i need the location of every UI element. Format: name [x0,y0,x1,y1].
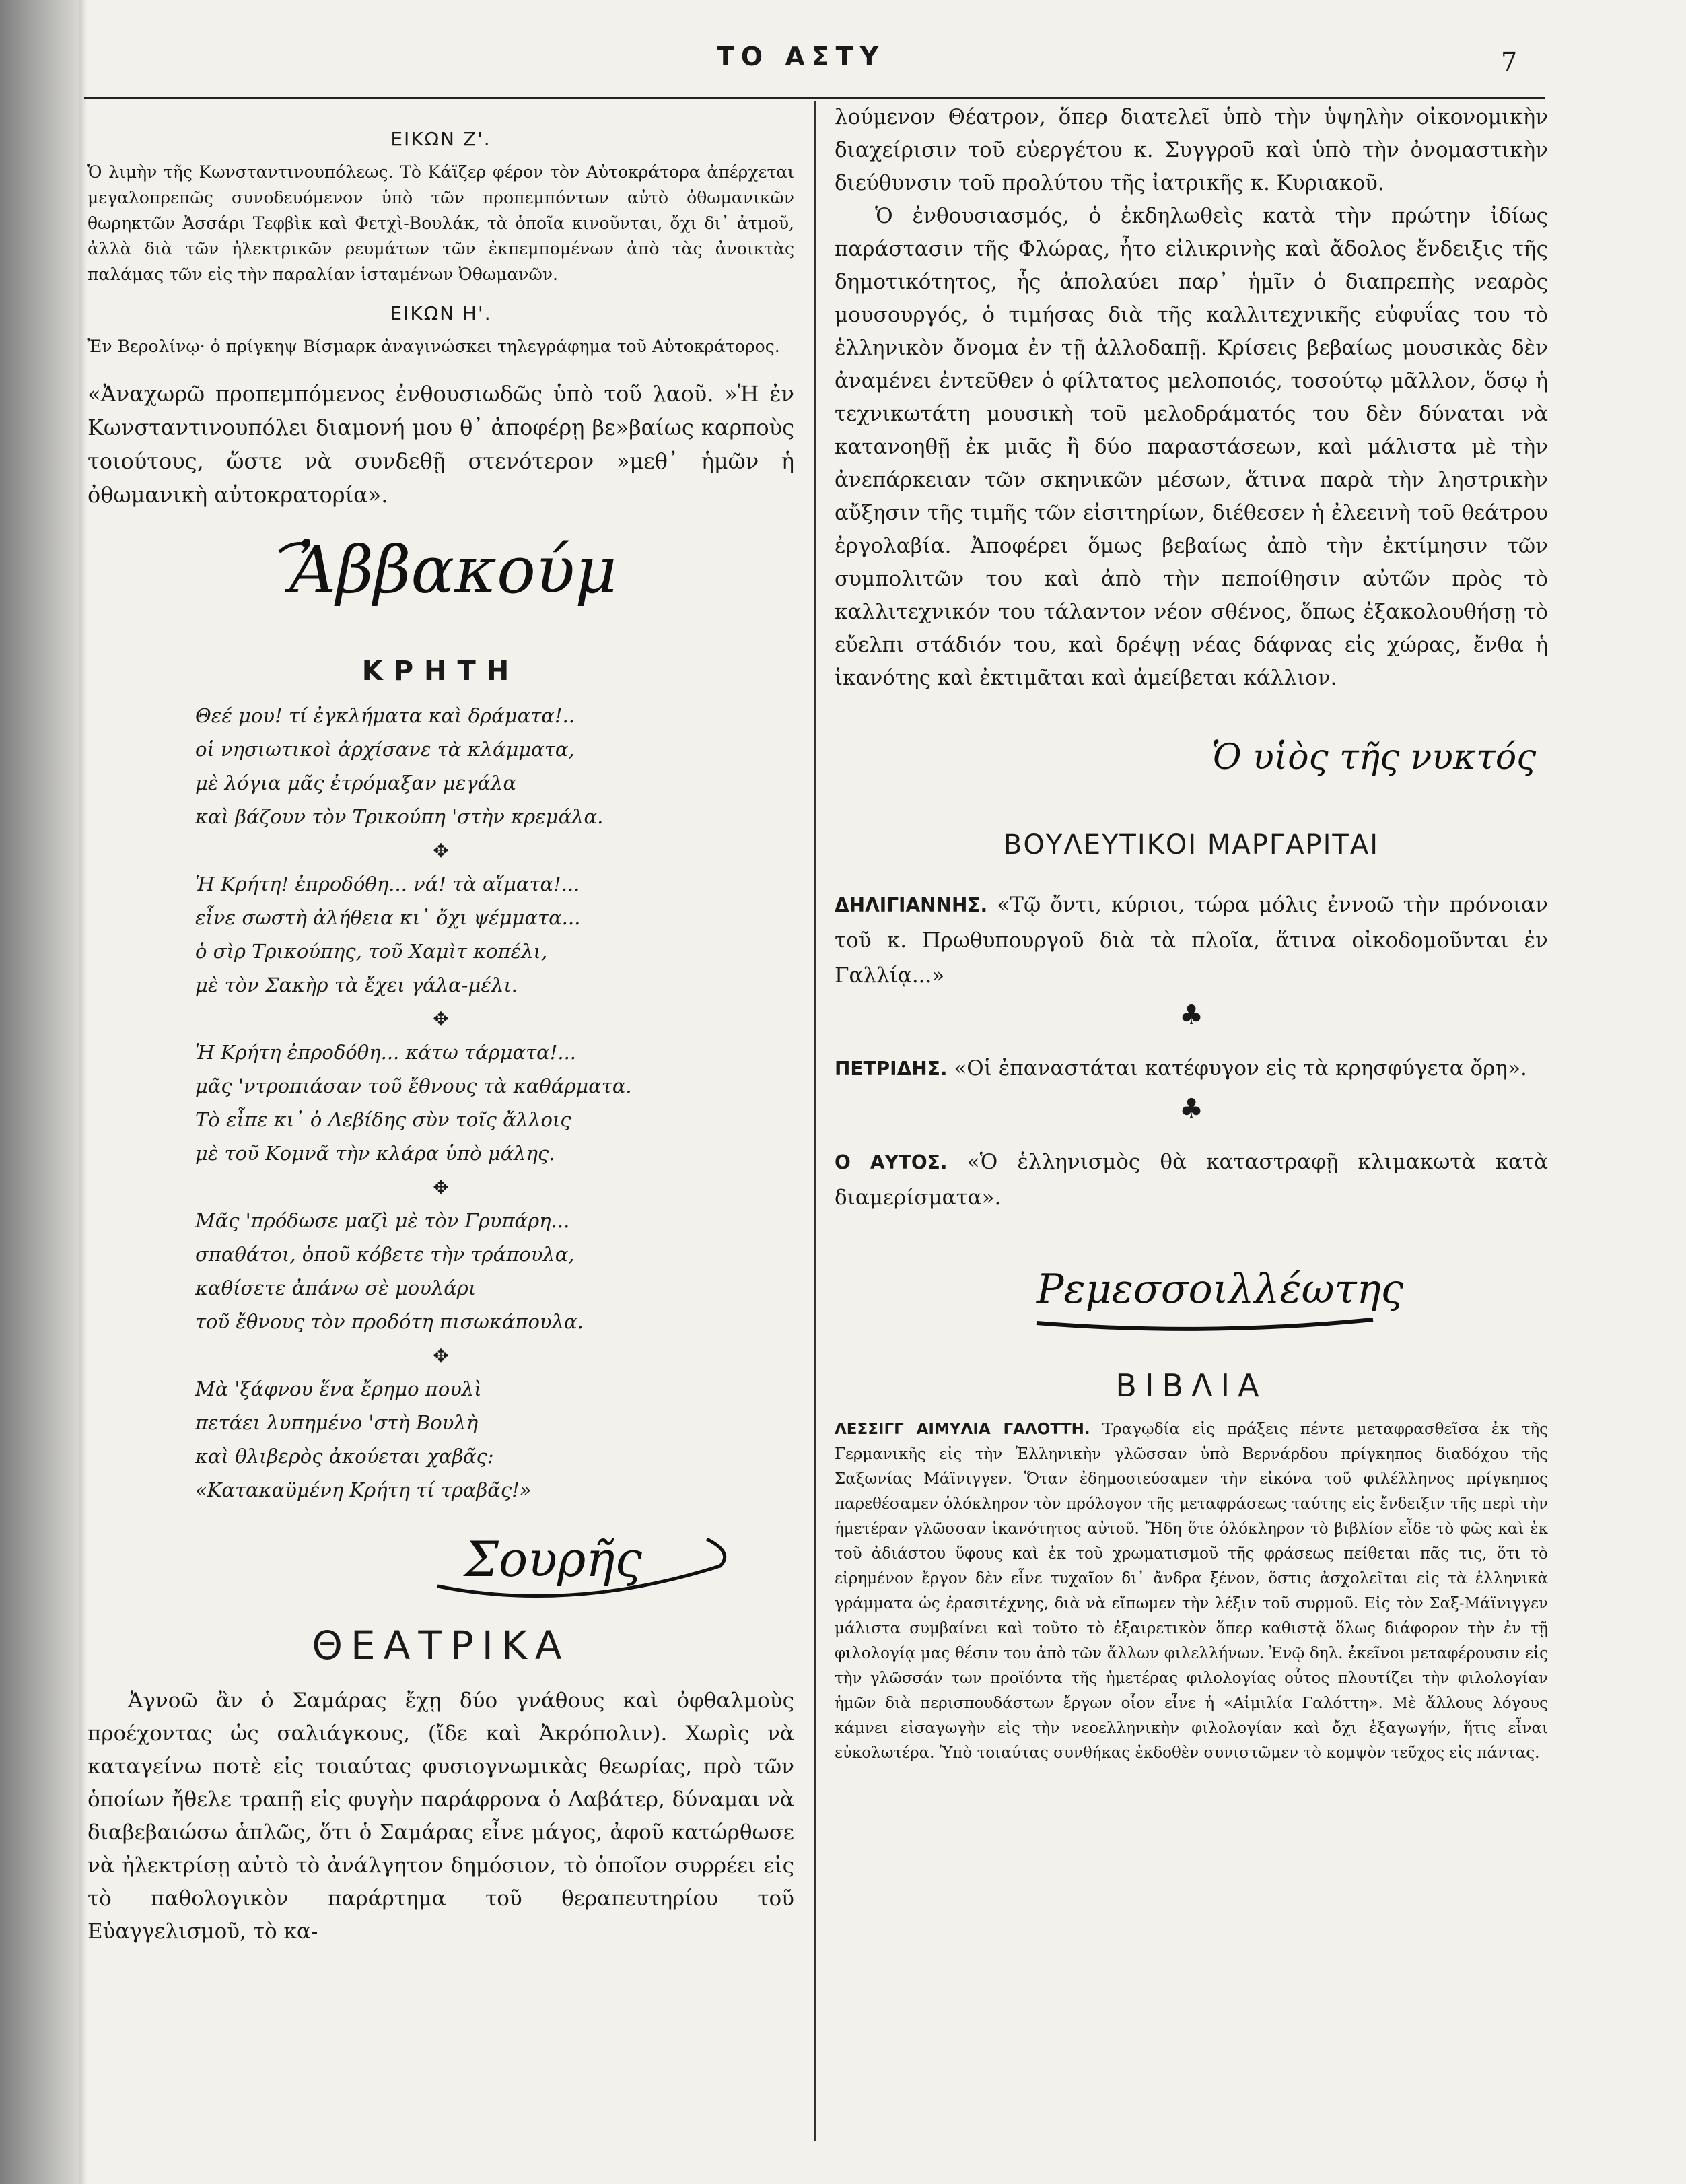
stanza-line: ὁ σὶρ Τρικούπης, τοῦ Χαμὶτ κοπέλι, [195,940,548,963]
signature-3 [835,695,1548,809]
stanza-line: καὶ θλιβερὸς ἀκούεται χαβᾶς: [195,1445,494,1468]
running-head: ΤΟ ΑΣΤΥ [716,42,886,71]
page-edge [79,0,87,2184]
eikon-h-text: Ἐν Βερολίνῳ· ὁ πρίγκηψ Βίσμαρκ ἀναγινώσκει τηλεγράφημα τοῦ Αὐτοκράτορος. [87,337,780,356]
theatrika-text: Ἀγνοῶ ἂν ὁ Σαμάρας ἔχῃ δύο γνάθους καὶ ὀφθαλμοὺς προέχοντας ὡς σαλιάγκους, (ἴδε καὶ Ἀκρόπολιν). Χωρὶς νὰ καταγείνω ποτὲ εἰς τοιαύτας φυσιογνωμικὰς θεωρίας, πρὸ τῶν ὁποίων ἤθελε τραπῇ εἰς φυγὴν παράφρονα ὁ Λαβάτερ, δύναμαι νὰ διαβεβαιώσω ἁπλῶς, ὅτι ὁ Σαμάρας εἶνε μάγος, ἀφοῦ κατώρθωσε νὰ ἠλεκτρίσῃ αὐτὸ τὸ ἀνάλγητον δημόσιον, τὸ ὁποῖον συρρέει εἰς τὸ παθολογικὸν παράρτημα τοῦ θεραπευτηρίου τοῦ Εὐαγγελισμοῦ, τὸ κα- [87,1688,794,1944]
stanza-line: τοῦ ἔθνους τὸν προδότη πισωκάπουλα. [195,1310,584,1333]
eikon-h-quote: «Ἀναχωρῶ προπεμπόμενος ἐνθουσιωδῶς ὑπὸ τοῦ λαοῦ. »Ἡ ἐν Κωνσταντινουπόλει διαμονή μου θ᾽ ἀποφέρῃ βε»βαίως καρποὺς τοιούτους, ὥστε νὰ συνδεθῇ στενότερον »μεθ᾽ ἡμῶν ἡ ὀθωμανικὴ αὐτοκρατορία». [87,381,794,508]
left-column [87,128,794,1948]
book-heading: ΛΕΣΣΙΓΓ ΑΙΜΥΛΙΑ ΓΑΛΟΤΤΗ. [835,1421,1090,1438]
club-ornament-icon: ♣ [1179,1093,1203,1124]
eikon-z-label: ΕΙΚΩΝ Ζ'. [390,128,491,150]
signature-2-wrap [87,1512,794,1613]
stanza-line: μᾶς 'ντροπιάσαν τοῦ ἔθνους τὰ καθάρματα. [195,1074,632,1097]
stanza-line: Ἡ Κρήτη! ἐπροδόθη... νά! τὰ αἵματα!... [195,873,580,895]
stanza-line: μὲ λόγια μᾶς ἐτρόμαξαν μεγάλα [195,772,517,794]
signature-4-underline [1037,1320,1373,1329]
speaker-name: Ο ΑΥΤΟΣ. [835,1151,948,1173]
ornament-icon: ✥ [433,840,449,862]
stanza-line: Μὰ 'ξάφνου ἕνα ἔρημο πουλὶ [195,1377,482,1400]
signature-4-text: Ρεμεσσοιλλέωτης [1037,1266,1404,1313]
stanza-line: μὲ τοῦ Κομνᾶ τὴν κλάρα ὑπὸ μάλης. [195,1142,555,1165]
stanza-line: Τὸ εἶπε κι᾽ ὁ Λεβίδης σὺν τοῖς ἄλλοις [195,1108,571,1131]
eikon-h-label: ΕΙΚΩΝ Η'. [390,302,492,325]
parliament-title: ΒΟΥΛΕΥΤΙΚΟΙ ΜΑΡΓΑΡΙΤΑΙ [1003,829,1380,860]
stanza-5 [195,1372,794,1507]
signature-1-text: Ἀββακούμ [289,533,617,608]
signature-4 [835,1222,1548,1357]
books-title: ΒΙΒΛΙΑ [1115,1367,1267,1404]
theatrika-continued-1: λούμενον Θέατρον, ὅπερ διατελεῖ ὑπὸ τὴν ὑψηλὴν οἰκονομικὴν διαχείρισιν τοῦ εὐεργέτου κ. Συγγροῦ καὶ ὑπὸ τὴν ὀνομαστικὴν διεύθυνσιν τοῦ προλύτου τῆς ἰατρικῆς κ. Κυριακοῦ. [835,105,1548,195]
speaker-quote: «Ὁ ἑλληνισμὸς θὰ καταστραφῇ κλιμακωτὰ κατὰ διαμερίσματα». [835,1150,1548,1210]
parliament-item [835,1051,1548,1087]
book-review [835,1417,1548,1766]
stanza-line: Θεέ μου! τί ἐγκλήματα καὶ δράματα!.. [195,704,575,727]
right-column [835,101,1548,1766]
ornament-icon: ✥ [433,1008,449,1030]
signature-4-wrap [835,1222,1548,1357]
stanza-line: Μᾶς 'πρόδωσε μαζὶ μὲ τὸν Γρυπάρη... [195,1209,570,1232]
crete-title: ΚΡΗΤΗ [361,656,520,687]
speaker-quote: «Τῷ ὄντι, κύριοι, τώρα μόλις ἐννοῶ τὴν πρόνοιαν τοῦ κ. Πρωθυπουργοῦ διὰ τὰ πλοῖα, ἅτινα οἰκοδομοῦνται ἐν Γαλλίᾳ...» [835,893,1548,988]
stanza-line: καὶ βάζουν τὸν Τρικούπη 'στὴν κρεμάλα. [195,805,604,828]
signature-2 [87,1512,794,1613]
ornament-icon: ✥ [433,1176,449,1198]
book-review-text: Τραγῳδία εἰς πράξεις πέντε μεταφρασθεῖσα ἐκ τῆς Γερμανικῆς εἰς τὴν Ἑλληνικὴν γλῶσσαν ὑπὸ Βερνάρδου πρίγκηπος διαδόχου τῆς Σαξωνίας Μάϊνιγγεν. Ὅταν ἐδημοσιεύσαμεν τὴν εἰκόνα τοῦ φιλέλληνος πρίγκηπος παρεθέσαμεν ὁλόκληρον τὸν πρόλογον τῆς μεταφράσεως ταύτης εἰς ἔνδειξιν τῆς περὶ τὴν ἡμετέραν γλῶσσαν ἱκανότητος αὐτοῦ. Ἤδη ὅτε ὁλόκληρον τὸ βιβλίον εἶδε τὸ φῶς καὶ ἐκ τοῦ ἀδιάστου ὕφους καὶ ἐκ τοῦ χρωματισμοῦ τῆς φράσεως πείθεται πᾶς τις, ὅτι τὸ εἰρημένον ἔργον δὲν εἶνε τυχαῖον δι᾽ ἄνδρα ξένον, ὅστις ἀσχολεῖται εἰς τὰ ἑλληνικὰ γράμματα ὡς ἐρασιτέχνης, διὰ νὰ εἴπωμεν τὴν λέξιν τοῦ συρμοῦ. Εἰς τὸν Σαξ-Μάϊνιγγεν μάλιστα συμβαίνει καὶ τοῦτο τὸ ἐξαιρετικὸν ὅπερ καθιστᾷ ὅλως διάφορον τὴν ἐν τῇ φιλολογίᾳ μας θέσιν του ἀπὸ τῶν ἄλλων φιλελλήνων. Ἐνῷ δηλ. ἐκεῖνοι μεταφέρουσιν εἰς τὴν γλῶσσάν των προϊόντα τῆς ἡμετέρας φιλολογίας οὗτος πλουτίζει τὴν φιλολογίαν ἡμῶν διὰ περισπουδάστων ἔργων οἷον εἶνε ἡ «Αἰμιλία Γαλόττη». Μὲ ἄλλους λόγους κάμνει εἰσαγωγὴν εἰς τὴν νεοελληνικὴν φιλολογίαν καὶ ὄχι ἐξαγωγήν, ἥτις εἶναι εὐκολωτέρα. Ὑπὸ τοιαύτας συνθήκας ἐκδοθὲν συνιστῶμεν τὸ κομψὸν τεῦχος εἰς πάντας. [835,1421,1549,1762]
theatrika-continued-2: Ὁ ἐνθουσιασμός, ὁ ἐκδηλωθεὶς κατὰ τὴν πρώτην ἰδίως παράστασιν τῆς Φλώρας, ἦτο εἰλικρινὴς καὶ ἄδολος ἔνδειξις τῆς δημοτικότητος, ἧς ἀπολαύει παρ᾽ ἡμῖν ὁ διαπρεπὴς νεαρὸς μουσουργός, ὁ τιμήσας διὰ τῆς καλλιτεχνικῆς εὐφυΐας του τὸ ἑλληνικὸν ὄνομα ἐν τῇ ἀλλοδαπῇ. Κρίσεις βεβαίως μουσικὰς δὲν ἀναμένει ἐντεῦθεν ὁ φίλτατος μελοποιός, τοσούτῳ μᾶλλον, ὅσῳ ἡ τεχνικωτάτη μουσικὴ τοῦ μελοδράματός του δὲν δύναται νὰ κατανοηθῇ ἐκ μιᾶς ἢ δύο παραστάσεων, καὶ μάλιστα μὲ τὴν ἀνεπάρκειαν τῶν σκηνικῶν μέσων, ἅτινα παρὰ τὴν ληστρικὴν αὔξησιν τῆς τιμῆς τῶν εἰσιτηρίων, διέθεσεν ἡ ἐλεεινὴ τοῦ θεάτρου ἐργολαβία. Ἀποφέρει ὅμως βεβαίως ἀπὸ τὴν ἐκτίμησιν τῶν συμπολιτῶν του καὶ ἀπὸ τὴν πεποίθησιν αὐτῶν πρὸς τὸ καλλιτεχνικόν του τάλαντον νέον σθένος, ὅπως ἐξακολουθήσῃ τὸ εὔελπι στάδιόν του, καὶ δρέψῃ νέας δάφνας εἰς χώρας, ἔνθα ἡ ἱκανότης καὶ ἐκτιμᾶται καὶ ἀμείβεται κάλλιον. [835,204,1548,690]
stanza-1 [195,699,794,833]
stanza-3 [195,1035,794,1170]
speaker-name: ΠΕΤΡΙΔΗΣ. [835,1058,948,1080]
signature-1-wrap [87,512,794,640]
speaker-name: ΔΗΛΙΓΙΑΝΝΗΣ. [835,894,988,916]
stanza-2 [195,867,794,1002]
signature-2-text: Σουρῆς [464,1531,642,1588]
stanza-line: οἱ νησιωτικοὶ ἀρχίσανε τὰ κλάμματα, [195,738,575,761]
speaker-quote: «Οἱ ἐπαναστάται κατέφυγον εἰς τὰ κρησφύγετα ὄρη». [954,1056,1527,1081]
header-rule [84,97,1545,99]
parliament-item [835,887,1548,993]
eikon-z-text: Ὁ λιμὴν τῆς Κωνσταντινουπόλεως. Τὸ Κάϊζερ φέρον τὸν Αὐτοκράτορα ἀπέρχεται μεγαλοπρεπῶς συνοδευόμενον ὑπὸ τῶν προπεμπόντων αὐτὸ ὀθωμανικῶν θωρηκτῶν Ἀσσάρι Τεφβὶκ καὶ Φετχὶ-Βουλάκ, τὰ ὁποῖα κινοῦνται, ὄχι δι᾽ ἀτμοῦ, ἀλλὰ διὰ τῶν ἠλεκτρικῶν ρευμάτων τῶν ἐκπεμπομένων ἀπὸ τὰς ἀνοικτὰς παλάμας τῶν εἰς τὴν παραλίαν ἱσταμένων Ὀθωμανῶν. [87,162,794,284]
ornament-icon: ✥ [433,1344,449,1367]
theatrika-title: ΘΕΑΤΡΙΚΑ [312,1623,570,1668]
signature-3-text: Ὁ υἱὸς τῆς νυκτός [1211,737,1537,778]
column-rule [814,101,816,2141]
stanza-4 [195,1204,794,1338]
stanza-line: σπαθάτοι, ὁποῦ κόβετε τὴν τράπουλα, [195,1243,575,1266]
stanza-line: πετάει λυπημένο 'στὴ Βουλὴ [195,1411,479,1434]
club-ornament-icon: ♣ [1179,1000,1203,1031]
signature-3-wrap [835,695,1548,809]
book-spine-shadow [0,0,79,2184]
stanza-line: καθίσετε ἀπάνω σὲ μουλάρι [195,1276,477,1299]
page-number: 7 [1501,47,1518,77]
stanza-line: εἶνε σωστὴ ἀλήθεια κι᾽ ὄχι ψέμματα... [195,906,581,929]
parliament-item [835,1145,1548,1215]
stanza-line: μὲ τὸν Σακὴρ τὰ ἔχει γάλα-μέλι. [195,974,518,996]
stanza-line: Ἡ Κρήτη ἐπροδόθη... κάτω τάρματα!... [195,1041,577,1064]
signature-1 [87,512,794,640]
stanza-line: «Κατακαϋμένη Κρήτη τί τραβᾶς!» [195,1478,532,1501]
